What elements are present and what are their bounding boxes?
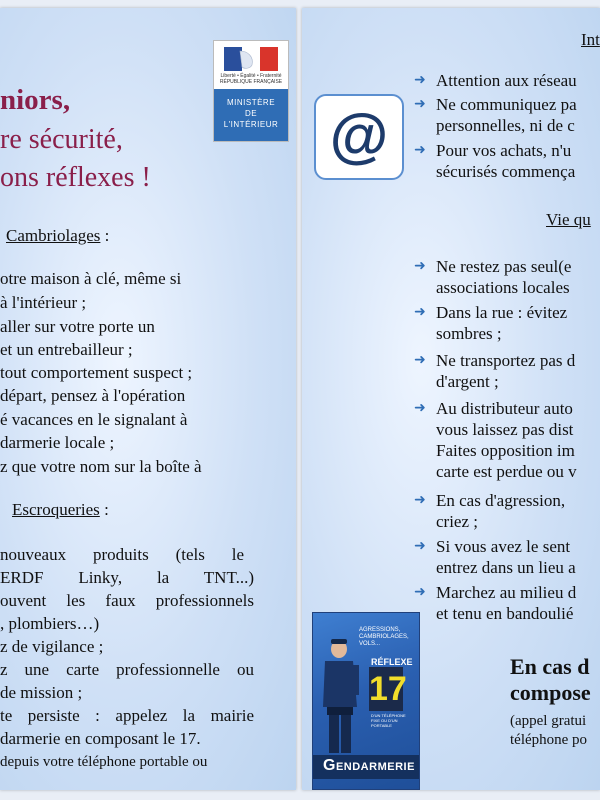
emergency-call-note-line: téléphone po xyxy=(510,732,588,748)
bullet-line: personnelles, ni de c xyxy=(436,116,575,135)
bullet-line: Ne communiquez pa xyxy=(436,95,577,114)
bullet-line: Pour vos achats, n'u xyxy=(436,141,572,160)
burglary-line: z que votre nom sur la boîte à xyxy=(0,457,202,476)
page-heading-line: ons réflexes ! xyxy=(0,162,151,193)
poster-number: 17 xyxy=(369,667,403,711)
burglary-line: otre maison à clé, même si xyxy=(0,269,182,288)
bullet-line: Ne restez pas seul(e xyxy=(436,257,572,276)
emergency-call-title-line: En cas d xyxy=(510,654,590,679)
bullet-line: Faites opposition im xyxy=(436,441,575,460)
poster-reflexe: RÉFLEXE xyxy=(371,657,413,667)
logo-republic: RÉPUBLIQUE FRANÇAISE xyxy=(219,79,283,85)
section-title-burglary xyxy=(6,226,109,246)
logo-ministry-line: MINISTÈRE xyxy=(226,98,276,107)
logo-ministry-line: DE xyxy=(244,109,258,118)
section-title-colon: : xyxy=(99,500,109,519)
burglary-line: à l'intérieur ; xyxy=(0,293,87,312)
arrow-right-icon: ➜ xyxy=(414,353,426,368)
section-title-scams xyxy=(12,500,109,520)
emergency-call-note-line: (appel gratui xyxy=(510,713,587,729)
scams-line: darmerie en composant le 17. xyxy=(0,729,201,748)
poster-sub-text: D'UN TÉLÉPHONE FIXE OU D'UN PORTABLE xyxy=(371,713,406,728)
section-title-text: Cambriolages xyxy=(6,226,101,245)
page-heading-line: niors, xyxy=(0,84,71,116)
left-page xyxy=(0,8,296,790)
arrow-right-icon: ➜ xyxy=(414,493,426,508)
arrow-right-icon: ➜ xyxy=(414,539,426,554)
arrow-right-icon: ➜ xyxy=(414,585,426,600)
ministry-logo xyxy=(213,40,289,142)
scams-line: z une carte professionnelle ou xyxy=(0,660,254,679)
at-sign-icon: @ xyxy=(329,102,389,169)
arrow-right-icon: ➜ xyxy=(414,401,426,416)
poster-brand xyxy=(323,757,415,775)
bullet-line: carte est perdue ou v xyxy=(436,462,577,481)
logo-ministry-line: L'INTÉRIEUR xyxy=(223,120,279,129)
arrow-right-icon: ➜ xyxy=(414,73,426,88)
right-page xyxy=(302,8,600,790)
poster-brand-rest: ENDARMERIE xyxy=(335,761,415,773)
section-title-colon: : xyxy=(100,226,110,245)
bullet-line: sombres ; xyxy=(436,324,502,343)
marianne-flag-icon xyxy=(224,47,278,71)
burglary-line: et un entrebailleur ; xyxy=(0,340,133,359)
section-title-text: Int xyxy=(581,30,600,49)
poster-top-text: AGRESSIONS, CAMBRIOLAGES, VOLS... xyxy=(359,627,409,647)
arrow-right-icon: ➜ xyxy=(414,259,426,274)
gendarme-officer-icon xyxy=(321,637,361,755)
scams-line: nouveaux produits (tels le xyxy=(0,545,244,564)
bullet-line: vous laissez pas dist xyxy=(436,420,574,439)
logo-ministry-box xyxy=(214,89,288,141)
burglary-line: départ, pensez à l'opération xyxy=(0,386,186,405)
bullet-line: d'argent ; xyxy=(436,372,499,391)
emergency-call-title-line: compose xyxy=(510,680,591,705)
bullet-line: entrez dans un lieu a xyxy=(436,558,576,577)
page-heading-line: re sécurité, xyxy=(0,124,123,155)
bullet-line: Au distributeur auto xyxy=(436,399,573,418)
scams-line: de mission ; xyxy=(0,683,83,702)
emergency-call-note xyxy=(510,712,587,750)
scams-line: ouvent les faux professionnels xyxy=(0,591,254,610)
burglary-line: é vacances en le signalant à xyxy=(0,410,188,429)
bullet-line: Attention aux réseau xyxy=(436,71,577,90)
section-title-text: Escroqueries xyxy=(12,500,100,519)
bullet-line: Marchez au milieu d xyxy=(436,583,577,602)
arrow-right-icon: ➜ xyxy=(414,97,426,112)
section-title-text: Vie qu xyxy=(546,210,591,229)
bullet-line: Dans la rue : évitez xyxy=(436,303,568,322)
arrow-right-icon: ➜ xyxy=(414,143,426,158)
burglary-line: aller sur votre porte un xyxy=(0,317,155,336)
scams-line: depuis votre téléphone portable ou xyxy=(0,754,208,770)
gendarmerie-poster xyxy=(312,612,420,790)
section-title-internet xyxy=(581,30,600,50)
bullet-line: et tenu en bandoulié xyxy=(436,604,574,623)
bullet-line: Ne transportez pas d xyxy=(436,351,576,370)
bullet-line: sécurisés commença xyxy=(436,162,576,181)
scams-line: z de vigilance ; xyxy=(0,637,104,656)
scams-line: , plombiers…) xyxy=(0,614,100,633)
section-title-daily-life xyxy=(546,210,591,230)
emergency-call-title xyxy=(510,654,591,706)
bullet-line: associations locales xyxy=(436,278,570,297)
bullet-line: En cas d'agression, xyxy=(436,491,566,510)
logo-motto: Liberté • Égalité • Fraternité xyxy=(220,73,282,79)
at-symbol-box xyxy=(314,94,404,180)
burglary-line: darmerie locale ; xyxy=(0,433,115,452)
bullet-line: Si vous avez le sent xyxy=(436,537,571,556)
arrow-right-icon: ➜ xyxy=(414,305,426,320)
scams-line: ERDF Linky, la TNT...) xyxy=(0,568,254,587)
bullet-line: criez ; xyxy=(436,512,478,531)
burglary-line: tout comportement suspect ; xyxy=(0,363,193,382)
poster-brand-initial: G xyxy=(323,757,336,774)
scams-line: te persiste : appelez la mairie xyxy=(0,706,254,725)
